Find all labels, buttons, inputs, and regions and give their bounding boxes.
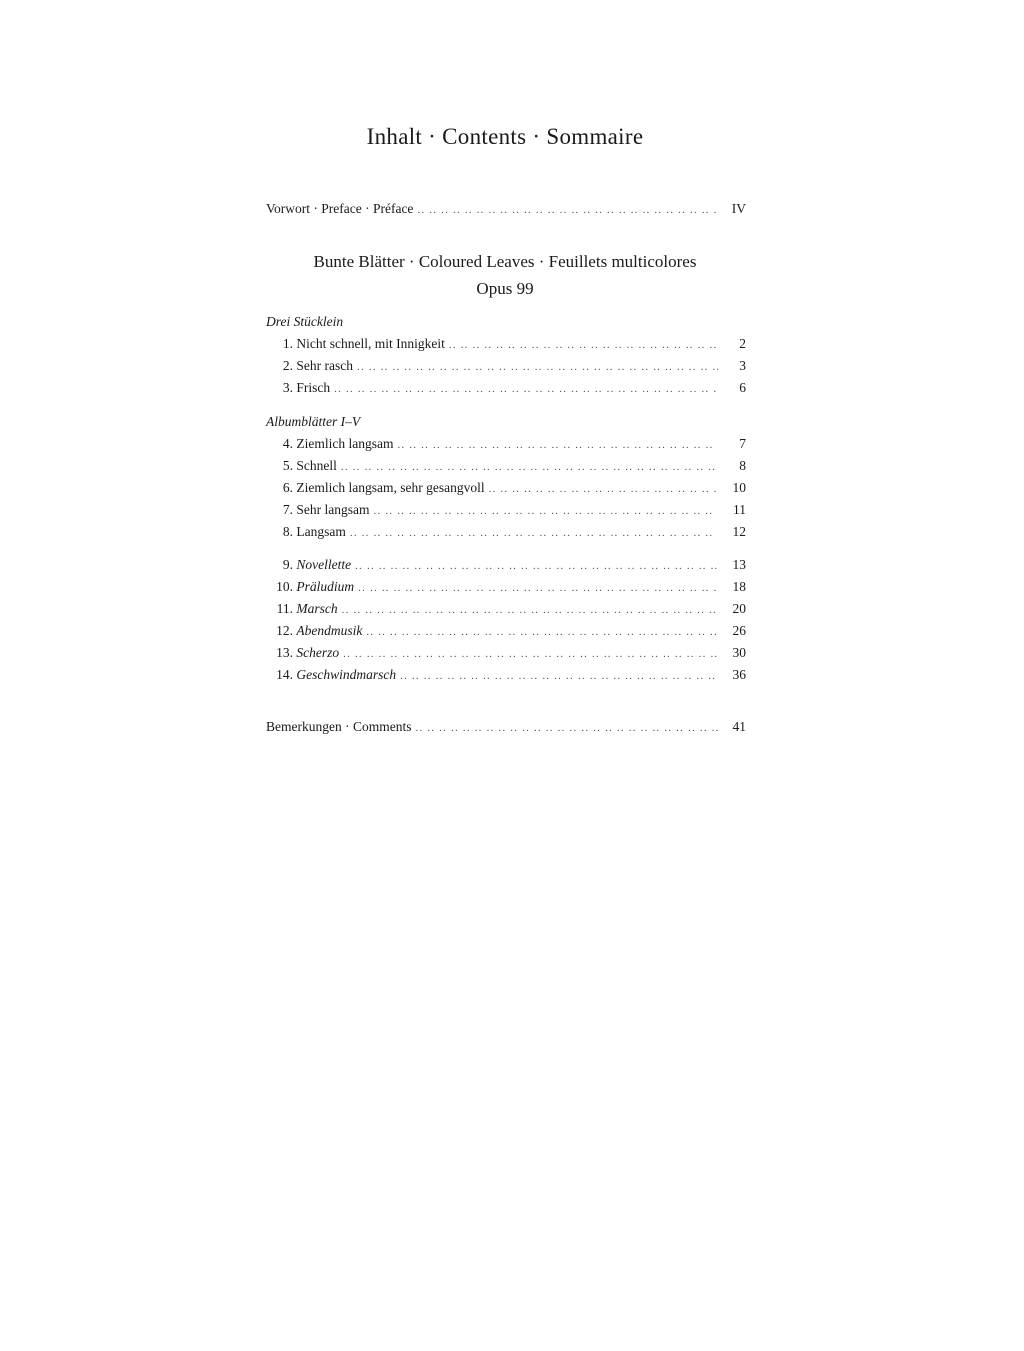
toc-entry-label: Ziemlich langsam, sehr gesangvoll xyxy=(296,480,485,495)
toc-entry-number: 6. xyxy=(282,480,293,495)
toc-entry-label: Präludium xyxy=(296,579,355,594)
work-title-block xyxy=(260,248,750,302)
toc-entry-label: Sehr rasch xyxy=(296,358,353,373)
work-title: Bunte Blätter · Coloured Leaves · Feuillets multicolores xyxy=(313,252,697,271)
toc-entry-label: Geschwindmarsch xyxy=(296,667,397,682)
toc-entry-number: 9. xyxy=(282,557,293,572)
toc-entry-label: Ziemlich langsam xyxy=(296,436,394,451)
toc-entry[interactable] xyxy=(266,620,746,642)
toc-entry[interactable] xyxy=(266,521,746,543)
toc-entry-page: 8 xyxy=(739,458,746,473)
toc-entry-number: 3. xyxy=(282,380,293,395)
leader-dots xyxy=(343,643,718,665)
leader-dots xyxy=(342,599,718,621)
toc-entry-page: 11 xyxy=(733,502,746,517)
leader-dots xyxy=(415,717,718,739)
toc-entry-label: Langsam xyxy=(296,524,346,539)
toc-entry[interactable] xyxy=(266,664,746,686)
toc-entry-number: 7. xyxy=(282,502,293,517)
toc-entry-label: Marsch xyxy=(296,601,338,616)
toc-entry[interactable] xyxy=(266,499,746,521)
leader-dots xyxy=(400,665,718,687)
toc-entry[interactable] xyxy=(266,642,746,664)
leader-dots xyxy=(350,522,718,544)
toc-entry-page: 41 xyxy=(732,719,746,734)
section-heading: Albumblätter I–V xyxy=(266,414,361,429)
toc-entry-page: 26 xyxy=(732,623,746,638)
toc-entry-page: 36 xyxy=(732,667,746,682)
toc-entry[interactable] xyxy=(266,333,746,355)
toc-entry-preface[interactable] xyxy=(266,198,746,220)
toc-entry-comments[interactable] xyxy=(266,716,746,738)
leader-dots xyxy=(358,577,718,599)
toc-entry-page: 12 xyxy=(732,524,746,539)
leader-dots xyxy=(489,478,718,500)
leader-dots xyxy=(417,199,718,221)
toc-entry-page: 2 xyxy=(739,336,746,351)
toc-entry-number: 4. xyxy=(282,436,293,451)
toc-entry-page: 30 xyxy=(732,645,746,660)
toc-entry-page: 13 xyxy=(732,557,746,572)
toc-entry-number: 2. xyxy=(282,358,293,373)
toc-comments-block xyxy=(266,716,746,738)
toc-entry-label: Novellette xyxy=(296,557,352,572)
toc-entry-number: 13. xyxy=(276,645,293,660)
toc-entry-label: Vorwort · Preface · Préface xyxy=(266,201,414,216)
toc-entry-label: Abendmusik xyxy=(296,623,363,638)
work-opus: Opus 99 xyxy=(476,279,534,298)
toc-entry-number: 5. xyxy=(282,458,293,473)
toc-entry[interactable] xyxy=(266,477,746,499)
toc-entry-number: 12. xyxy=(276,623,293,638)
toc-entry-number: 11. xyxy=(276,601,293,616)
leader-dots xyxy=(449,334,718,356)
toc-entry[interactable] xyxy=(266,455,746,477)
toc-entry-page: 3 xyxy=(739,358,746,373)
toc-group-pieces xyxy=(266,554,746,686)
toc-entry-page: 18 xyxy=(732,579,746,594)
toc-entry[interactable] xyxy=(266,377,746,399)
toc-entry[interactable] xyxy=(266,576,746,598)
toc-entry-page: 6 xyxy=(739,380,746,395)
toc-entry-number: 1. xyxy=(282,336,293,351)
leader-dots xyxy=(366,621,718,643)
toc-entry-label: Schnell xyxy=(296,458,337,473)
toc-entry-label: Frisch xyxy=(296,380,331,395)
page-title: Inhalt · Contents · Sommaire xyxy=(366,124,644,149)
toc-entry[interactable] xyxy=(266,598,746,620)
toc-entry-label: Bemerkungen · Comments xyxy=(266,719,412,734)
leader-dots xyxy=(357,356,718,378)
leader-dots xyxy=(397,434,718,456)
toc-entry[interactable] xyxy=(266,554,746,576)
leader-dots xyxy=(374,500,719,522)
toc-entry-label: Nicht schnell, mit Innigkeit xyxy=(296,336,445,351)
section-heading: Drei Stücklein xyxy=(266,314,344,329)
toc-entry-page: IV xyxy=(731,201,746,216)
toc-entry-page: 7 xyxy=(739,436,746,451)
toc-entry-page: 20 xyxy=(732,601,746,616)
toc-group-drei-stuecklein xyxy=(266,311,746,399)
toc-preface-block xyxy=(266,198,746,220)
toc-entry-page: 10 xyxy=(732,480,746,495)
toc-entry[interactable] xyxy=(266,433,746,455)
leader-dots xyxy=(341,456,718,478)
toc-entry-number: 14. xyxy=(276,667,293,682)
toc-entry[interactable] xyxy=(266,355,746,377)
toc-entry-label: Sehr langsam xyxy=(296,502,370,517)
leader-dots xyxy=(355,555,718,577)
toc-entry-number: 8. xyxy=(282,524,293,539)
toc-entry-label: Scherzo xyxy=(296,645,340,660)
leader-dots xyxy=(334,378,718,400)
toc-group-albumblaetter xyxy=(266,411,746,543)
toc-entry-number: 10. xyxy=(276,579,293,594)
